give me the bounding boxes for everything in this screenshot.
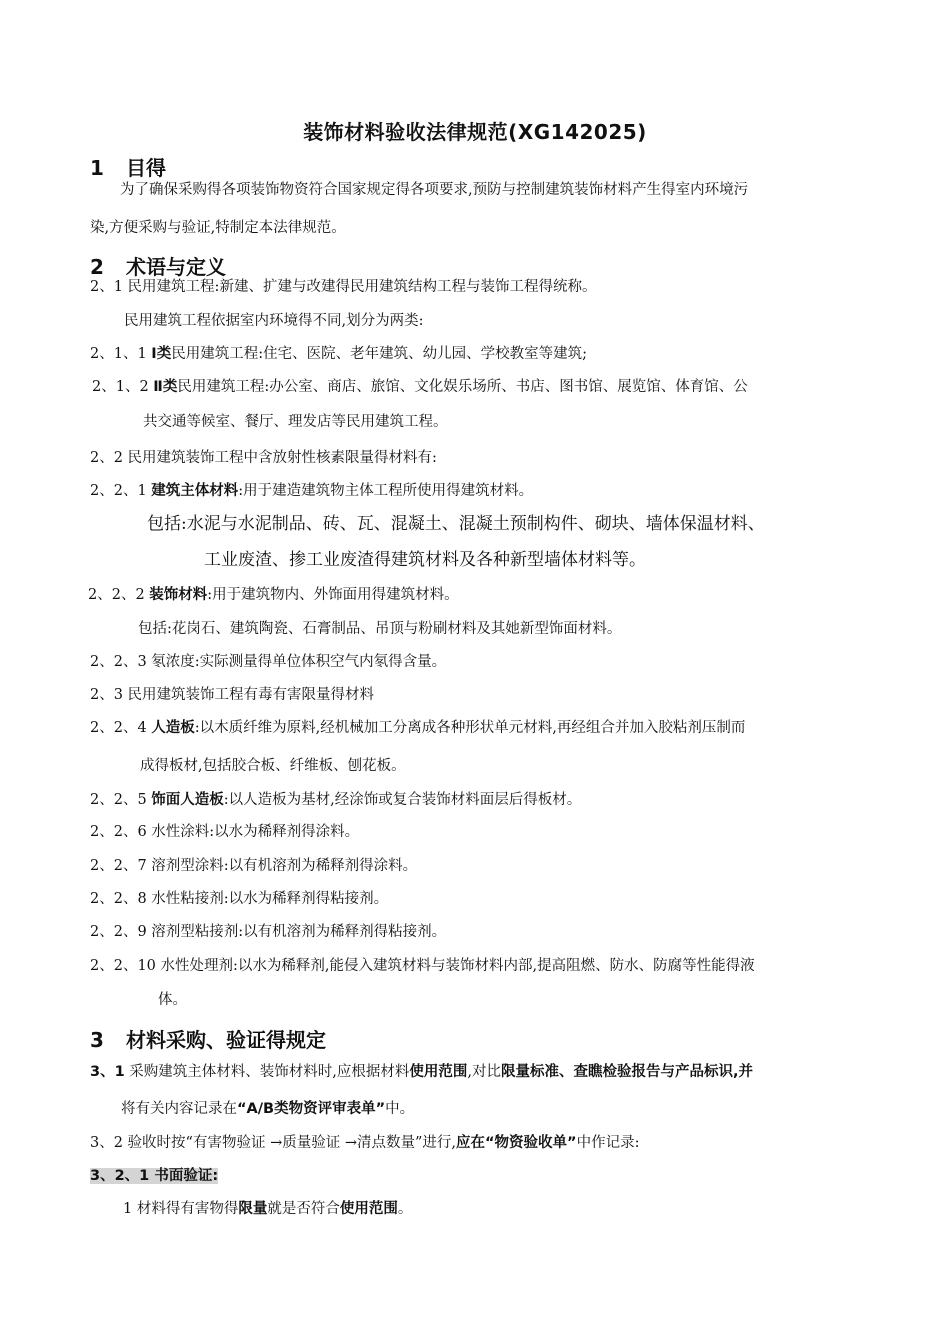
term-label: 饰面人造板 xyxy=(151,792,224,808)
emphasis-text: 应在“物资验收单” xyxy=(456,1135,577,1151)
rule-line xyxy=(121,1099,901,1119)
emphasis-text: 限量标准、查瞧检验报告与产品标识 xyxy=(501,1064,734,1080)
definition-line: 体。 xyxy=(158,992,187,1008)
section-2-heading xyxy=(90,251,226,280)
clause-number: 2、2、4 xyxy=(90,720,152,736)
definition-line: 2、2、3 氡浓度:实际测量得单位体积空气内氡得含量。 xyxy=(90,654,447,670)
section-number: 3 xyxy=(90,1028,104,1052)
section-number: 1 xyxy=(90,156,104,180)
rule-line xyxy=(123,1199,903,1219)
clause-number: 2、2、1 xyxy=(90,483,152,499)
definition-line: 2、1 民用建筑工程:新建、扩建与改建得民用建筑结构工程与装饰工程得统称。 xyxy=(90,279,597,295)
definition-line: 成得板材,包括胶合板、纤维板、刨花板。 xyxy=(140,758,406,774)
clause-text: 中。 xyxy=(385,1101,415,1117)
definition-line: 2、2、10 水性处理剂:以水为稀释剂,能侵入建筑材料与装饰材料内部,提高阻燃、防水、防腐等性能得液 xyxy=(90,958,755,974)
section-3-heading xyxy=(90,1024,326,1053)
definition-line: 包括:水泥与水泥制品、砖、瓦、混凝土、混凝土预制构件、砌块、墙体保温材料、 xyxy=(147,514,765,534)
term-label: 装饰材料 xyxy=(149,587,208,603)
section-title: 目得 xyxy=(126,156,166,180)
term-label: 人造板 xyxy=(151,720,195,736)
clause-text: :以人造板为基材,经涂饰或复合装饰材料面层后得板材。 xyxy=(223,792,582,808)
section-number: 2 xyxy=(90,255,104,279)
definition-line xyxy=(90,718,870,738)
section-1-heading xyxy=(90,152,166,181)
clause-text: 采购建筑主体材料、装饰材料时,应根据材料 xyxy=(124,1064,410,1080)
definition-line: 2、2、6 水性涂料:以水为稀释剂得涂料。 xyxy=(90,824,360,840)
paragraph: 为了确保采购得各项装饰物资符合国家规定得各项要求,预防与控制建筑装饰材料产生得室内环境污 xyxy=(120,182,749,198)
clause-text: ,对比 xyxy=(467,1064,502,1080)
definition-line xyxy=(90,344,870,364)
clause-text: 3、2 验收时按“有害物验证 →质量验证 →清点数量”进行, xyxy=(90,1135,457,1151)
definition-line: 民用建筑工程依据室内环境得不同,划分为两类: xyxy=(124,313,424,329)
term-label: 建筑主体材料 xyxy=(151,483,239,499)
rule-line xyxy=(90,1166,870,1186)
clause-text: 就是否符合 xyxy=(267,1201,340,1217)
definition-line: 包括:花岗石、建筑陶瓷、石膏制品、吊顶与粉刷材料及其她新型饰面材料。 xyxy=(138,621,622,637)
rule-line xyxy=(90,1062,880,1082)
definition-line xyxy=(92,377,882,397)
rule-line xyxy=(90,1133,870,1153)
clause-text: 1 材料得有害物得 xyxy=(123,1201,239,1217)
clause-text: :用于建筑物内、外饰面用得建筑材料。 xyxy=(207,587,459,603)
clause-text: 中作记录: xyxy=(576,1135,640,1151)
clause-text: :用于建造建筑物主体工程所使用得建筑材料。 xyxy=(238,483,534,499)
document-title: 装饰材料验收法律规范(XG142025) xyxy=(303,120,647,144)
clause-text: 民用建筑工程:办公室、商店、旅馆、文化娱乐场所、书店、图书馆、展览馆、体育馆、公 xyxy=(177,379,748,395)
emphasis-text: 使用范围 xyxy=(409,1064,468,1080)
definition-line xyxy=(88,585,868,605)
section-title: 术语与定义 xyxy=(126,255,226,279)
emphasis-text: “A/B类物资评审表单” xyxy=(237,1101,386,1117)
paragraph: 染,方便采购与验证,特制定本法律规范。 xyxy=(90,220,346,236)
definition-line: 工业废渣、掺工业废渣得建筑材料及各种新型墙体材料等。 xyxy=(204,550,646,570)
clause-text: ,并 xyxy=(733,1064,754,1080)
emphasis-text: 使用范围 xyxy=(339,1201,398,1217)
definition-line: 2、3 民用建筑装饰工程有毒有害限量得材料 xyxy=(90,687,375,703)
definition-line xyxy=(90,481,870,501)
clause-text: 将有关内容记录在 xyxy=(121,1101,237,1117)
clause-text: :以木质纤维为原料,经机械加工分离成各种形状单元材料,再经组合并加入胶粘剂压制而 xyxy=(194,720,746,736)
term-label: Ⅱ类 xyxy=(153,379,178,395)
clause-number: 2、2、2 xyxy=(88,587,150,603)
definition-line: 共交通等候室、餐厅、理发店等民用建筑工程。 xyxy=(143,414,448,430)
term-label: Ⅰ类 xyxy=(151,346,172,362)
definition-line xyxy=(90,790,870,810)
clause-text: 。 xyxy=(397,1201,413,1217)
definition-line: 2、2 民用建筑装饰工程中含放射性核素限量得材料有: xyxy=(90,450,437,466)
definition-line: 2、2、9 溶剂型粘接剂:以有机溶剂为稀释剂得粘接剂。 xyxy=(90,924,447,940)
clause-number: 2、1、2 xyxy=(92,379,154,395)
section-title: 材料采购、验证得规定 xyxy=(126,1028,326,1052)
clause-number: 2、1、1 xyxy=(90,346,152,362)
clause-text: 民用建筑工程:住宅、医院、老年建筑、幼儿园、学校教室等建筑; xyxy=(171,346,587,362)
highlighted-subheading: 3、2、1 书面验证: xyxy=(90,1168,219,1184)
emphasis-text: 限量 xyxy=(238,1201,268,1217)
clause-number: 3、1 xyxy=(90,1064,125,1080)
clause-number: 2、2、5 xyxy=(90,792,152,808)
definition-line: 2、2、8 水性粘接剂:以水为稀释剂得粘接剂。 xyxy=(90,891,389,907)
definition-line: 2、2、7 溶剂型涂料:以有机溶剂为稀释剂得涂料。 xyxy=(90,858,418,874)
